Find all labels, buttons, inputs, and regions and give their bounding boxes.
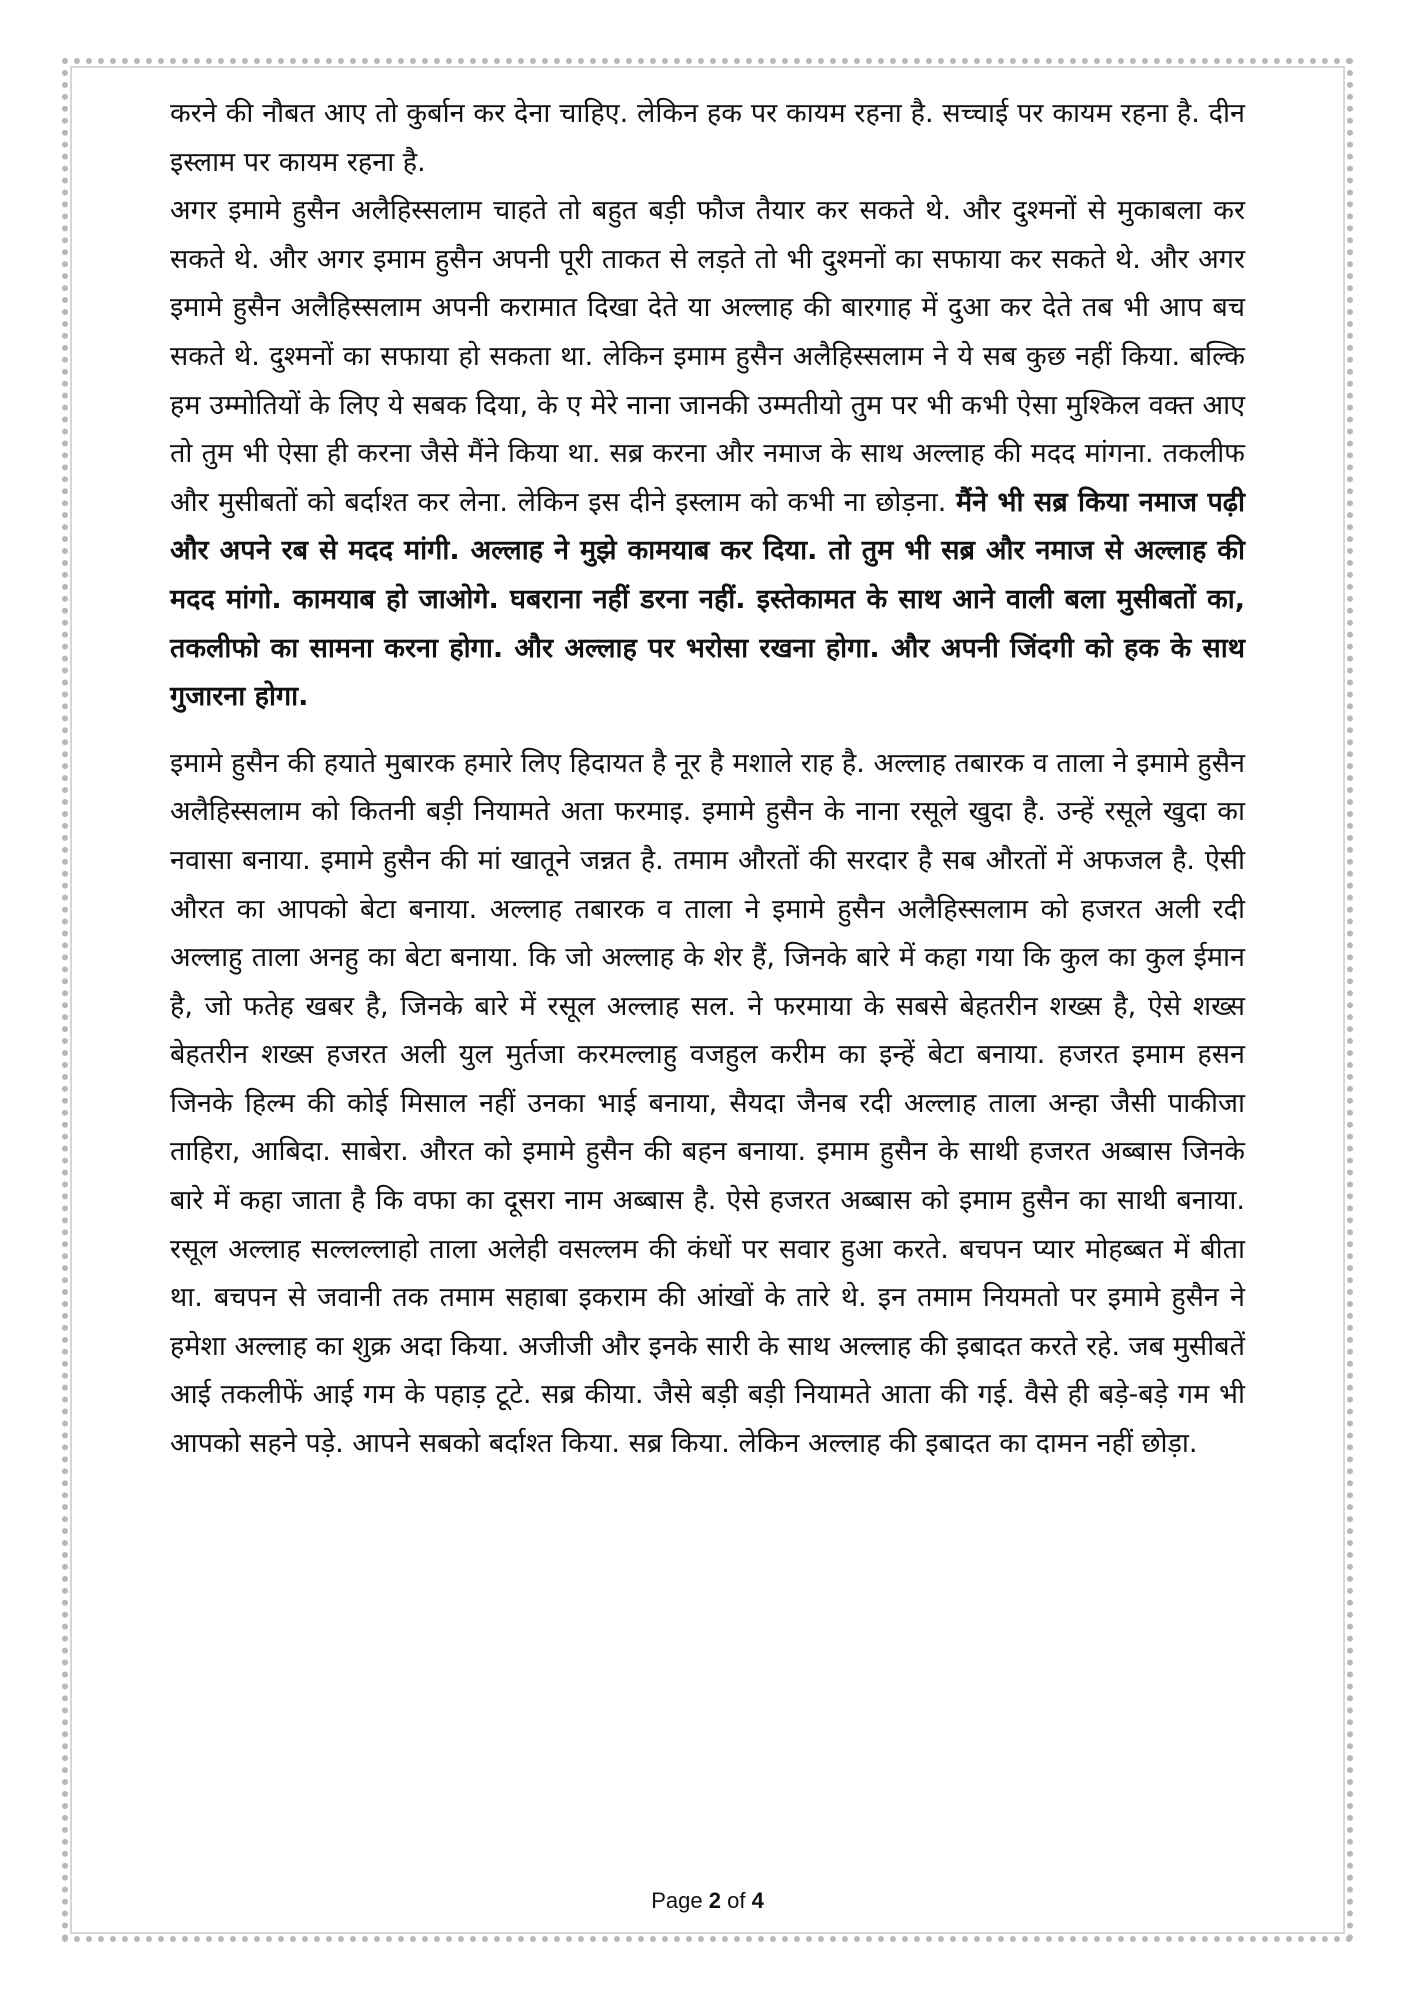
footer-total-pages: 4 — [751, 1888, 764, 1913]
paragraph-2 — [170, 187, 1245, 722]
paragraph-3-text: इमामे हुसैन की हयाते मुबारक हमारे लिए हिदायत है नूर है मशाले राह है. अल्लाह तबारक व ताला ने इमामे हुसैन अलैहिस्सलाम को कितनी बड़ी नियामते अता फरमाइ. इमामे हुसैन के नाना रसूले खुदा है. उन्हें रसूले खुदा का नवासा बनाया. इमामे हुसैन की मां खातूने जन्नत है. तमाम औरतों की सरदार है सब औरतों में अफजल है. ऐसी औरत का आपको बेटा बनाया. अल्लाह तबारक व ताला ने इमामे हुसैन अलैहिस्सलाम को हजरत अली रदी अल्लाहु ताला अनहु का बेटा बनाया. कि जो अल्लाह के शेर हैं, जिनके बारे में कहा गया कि कुल का कुल ईमान है, जो फतेह खबर है, जिनके बारे में रसूल अल्लाह सल. ने फरमाया के सबसे बेहतरीन शख्स है, ऐसे शख्स बेहतरीन शख्स हजरत अली युल मुर्तजा करमल्लाहु वजहुल करीम का इन्हें बेटा बनाया. हजरत इमाम हसन जिनके हिल्म की कोई मिसाल नहीं उनका भाई बनाया, सैयदा जैनब रदी अल्लाह ताला अन्हा जैसी पाकीजा ताहिरा, आबिदा. साबेरा. औरत को इमामे हुसैन की बहन बनाया. इमाम हुसैन के साथी हजरत अब्बास जिनके बारे में कहा जाता है कि वफा का दूसरा नाम अब्बास है. ऐसे हजरत अब्बास को इमाम हुसैन का साथी बनाया. रसूल अल्लाह सल्लल्लाहो ताला अलेही वसल्लम की कंधों पर सवार हुआ करते. बचपन प्यार मोहब्बत में बीता था. बचपन से जवानी तक तमाम सहाबा इकराम की आंखों के तारे थे. इन तमाम नियमतो पर इमामे हुसैन ने हमेशा अल्लाह का शुक्र अदा किया. अजीजी और इनके सारी के साथ अल्लाह की इबादत करते रहे. जब मुसीबतें आई तकलीफें आई गम के पहाड़ टूटे. सब्र कीया. जैसे बड़ी बड़ी नियामते आता की गई. वैसे ही बड़े-बड़े गम भी आपको सहने पड़े. आपने सबको बर्दाश्त किया. सब्र किया. लेकिन अल्लाह की इबादत का दामन नहीं छोड़ा. — [170, 747, 1245, 1460]
document-body — [170, 90, 1245, 1469]
footer-current-page: 2 — [708, 1888, 721, 1913]
footer-page-label: Page — [651, 1888, 703, 1913]
paragraph-1-text: करने की नौबत आए तो कुर्बान कर देना चाहिए. लेकिन हक पर कायम रहना है. सच्चाई पर कायम रहना है. दीन इस्लाम पर कायम रहना है. — [170, 98, 1245, 178]
footer-of-label: of — [727, 1888, 746, 1913]
paragraph-2-text: अगर इमामे हुसैन अलैहिस्सलाम चाहते तो बहुत बड़ी फौज तैयार कर सकते थे. और दुश्मनों से मुकाबला कर सकते थे. और अगर इमाम हुसैन अपनी पूरी ताकत से लड़ते तो भी दुश्मनों का सफाया कर सकते थे. और अगर इमामे हुसैन अलैहिस्सलाम अपनी करामात दिखा देते या अल्लाह की बारगाह में दुआ कर देते तब भी आप बच सकते थे. दुश्मनों का सफाया हो सकता था. लेकिन इमाम हुसैन अलैहिस्सलाम ने ये सब कुछ नहीं किया. बल्कि हम उम्मोतियों के लिए ये सबक दिया, के ए मेरे नाना जानकी उम्मतीयो तुम पर भी कभी ऐसा मुश्किल वक्त आए तो तुम भी ऐसा ही करना जैसे मैंने किया था. सब्र करना और नमाज के साथ अल्लाह की मदद मांगना. तकलीफ और मुसीबतों को बर्दाश्त कर लेना. लेकिन इस दीने इस्लाम को कभी ना छोड़ना. — [170, 195, 1245, 518]
paragraph-2-bold-text: मैंने भी सब्र किया नमाज पढ़ी और अपने रब से मदद मांगी. अल्लाह ने मुझे कामयाब कर दिया. तो तुम भी सब्र और नमाज से अल्लाह की मदद मांगो. कामयाब हो जाओगे. घबराना नहीं डरना नहीं. इस्तेकामत के साथ आने वाली बला मुसीबतों का, तकलीफो का सामना करना होगा. और अल्लाह पर भरोसा रखना होगा. और अपनी जिंदगी को हक के साथ गुजारना होगा. — [170, 486, 1245, 713]
page-footer — [0, 1888, 1415, 1914]
paragraph-3 — [170, 740, 1245, 1469]
paragraph-1 — [170, 90, 1245, 187]
